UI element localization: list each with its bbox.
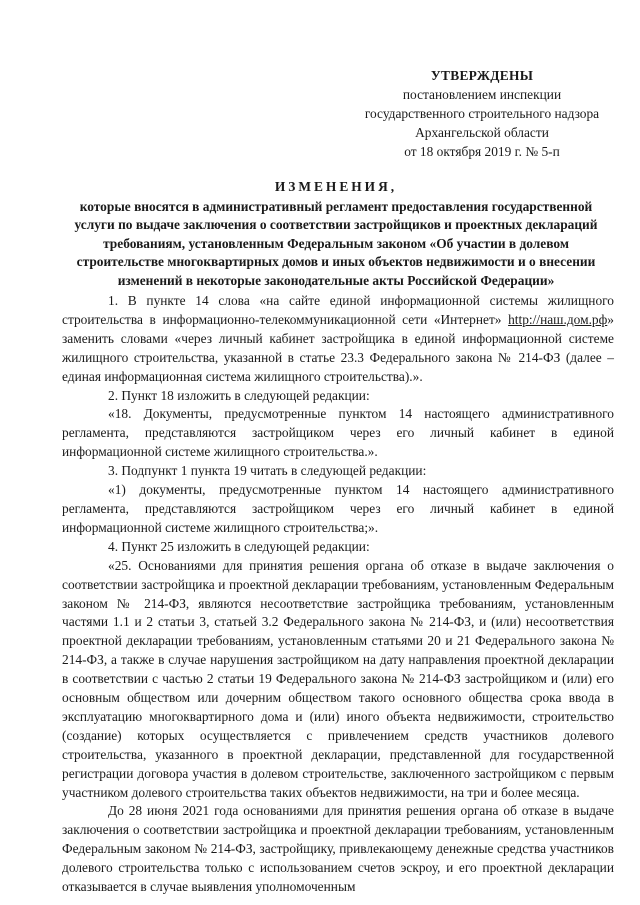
approval-line: постановлением инспекции [402, 87, 562, 102]
approval-line: от 18 октября 2019 г. № 5-п [404, 144, 560, 159]
paragraph-7: «25. Основаниями для принятия решения органа об отказе в выдаче заключения о соответствии застройщика и проектной декларации требованиям, установленным Федеральным законом № 214-ФЗ, являются несоответствие застройщика требованиям, установленным частями 1.1 и 2 статьи 3, статьей 3.2 Федерального закона № 214-ФЗ, и (или) несоответствия проектной декларации требованиям, установленным статьями 20 и 21 Федерального закона № 214-ФЗ, а также в случае нарушения застройщиком на дату направления проектной декларации в соответствии с частью 2 статьи 19 Федерального закона № 214-ФЗ застройщиком и (или) его основным обществом или дочерним обществом такого основного общества срока ввода в эксплуатацию многоквартирного дома и (или) иного объекта недвижимости, строительство (создание) которых осуществляется с привлечением средств участников долевого строительства, указанного в проектной декларации, представленной для государственной регистрации договора участия в долевом строительстве, заключенного застройщиком с первым участником долевого строительства таких объектов недвижимости, на три и более месяца. [62, 557, 614, 800]
document-body [62, 292, 614, 897]
approval-line: государственного строительного надзора [364, 106, 600, 121]
paragraph-3: «18. Документы, предусмотренные пунктом 14 настоящего административного регламента, представляются застройщиком через его личный кабинет в единой информационной системе жилищного строительства.». [62, 406, 614, 460]
paragraph-5: «1) документы, предусмотренные пунктом 14 настоящего административного регламента, представляются застройщиком через его личный кабинет в единой информационной системе жилищного строительства;». [62, 482, 614, 535]
paragraph-2: 2. Пункт 18 изложить в следующей редакции: [108, 387, 370, 403]
paragraph-4: 3. Подпункт 1 пункта 19 читать в следующей редакции: [108, 463, 427, 479]
approval-line: Архангельской области [415, 125, 549, 140]
approval-stamp [352, 66, 612, 161]
paragraph-8: До 28 июня 2021 года основаниями для принятия решения органа об отказе в выдаче заключения о соответствии застройщика и проектной декларации требованиям, установленным Федеральным законом № 214-ФЗ, застройщику, привлекающему денежные средства участников долевого строительства только с использованием счетов эскроу, и его проектной декларации отказывается в случае выявления уполномоченным [62, 803, 614, 895]
paragraph-6: 4. Пункт 25 изложить в следующей редакции: [108, 538, 370, 554]
title-main: ИЗМЕНЕНИЯ, [274, 179, 398, 194]
paragraph-1: 1. В пункте 14 слова «на сайте единой информационной системы жилищного строительства в информационно-телекоммуникационной сети «Интернет» http://наш.дом.рф» заменить словами «через личный кабинет застройщика в единой информационной системе жилищного строительства, указанной в статье 23.3 Федерального закона № 214-ФЗ (далее – единая информационная система жилищного строительства).». [62, 293, 614, 384]
document-title [58, 178, 614, 291]
approval-heading: УТВЕРЖДЕНЫ [430, 68, 534, 83]
site-link[interactable]: http://наш.дом.рф [508, 311, 608, 327]
title-subtitle: которые вносятся в административный регламент предоставления государственной услуги по выдаче заключения о соответствии застройщиков и проектных деклараций требованиям, установленным Федеральным законом «Об участии в долевом строительстве многоквартирных домов и иных объектов недвижимости и о внесении изменений в некоторые законодательные акты Российской Федерации» [74, 198, 598, 288]
